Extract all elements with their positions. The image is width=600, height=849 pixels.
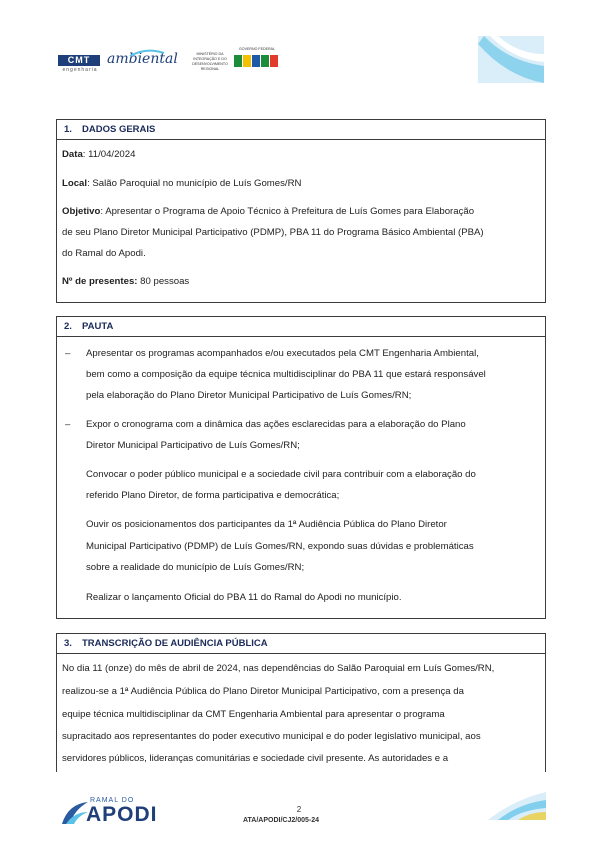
pauta-item-3-line-2: referido Plano Diretor, de forma participativa e democrática;	[86, 490, 340, 501]
local-label: Local	[62, 178, 88, 189]
page-number: 2	[296, 805, 302, 814]
section-heading	[57, 120, 545, 140]
objetivo-line-2: de seu Plano Diretor Municipal Participativo (PDMP), PBA 11 do Programa Básico Ambiental (PBA)	[62, 227, 484, 238]
section-heading	[57, 317, 545, 337]
section-number: 2.	[64, 321, 72, 332]
pauta-item-2-line-2: Diretor Municipal Participativo de Luís Gomes/RN;	[86, 440, 300, 451]
pauta-item-1-line-2: bem como a composição da equipe técnica multidisciplinar do PBA 11 que estará responsável	[86, 369, 486, 380]
pauta-item-3-line-1: Convocar o poder público municipal e a sociedade civil para contribuir com a elaboração do	[86, 469, 476, 480]
pauta-item-1-line-3: pela elaboração do Plano Diretor Municipal Participativo de Luís Gomes/RN;	[86, 390, 412, 401]
presentes-label: Nº de presentes:	[62, 276, 138, 287]
governo-federal-label: GOVERNO FEDERAL	[239, 47, 275, 51]
pauta-item-5-line-1: Realizar o lançamento Oficial do PBA 11 do Ramal do Apodi no município.	[86, 592, 402, 603]
transcricao-line-1: No dia 11 (onze) do mês de abril de 2024, nas dependências do Salão Paroquial em Luís Gomes/RN,	[62, 663, 495, 674]
presentes-line	[62, 273, 189, 290]
pauta-item-4-line-1: Ouvir os posicionamentos dos participantes da 1ª Audiência Pública do Plano Diretor	[86, 519, 447, 530]
pauta-item-2-line-1: Expor o cronograma com a dinâmica das ações esclarecidas para a elaboração do Plano	[86, 419, 466, 430]
ambiental-logo: ambiental	[107, 51, 178, 67]
section-title: DADOS GERAIS	[82, 124, 156, 135]
objetivo-line-3: do Ramal do Apodi.	[62, 248, 146, 259]
document-reference: ATA/APODI/CJ2/005-24	[243, 817, 319, 824]
section-number: 1.	[64, 124, 72, 135]
cmt-logo: CMT	[58, 55, 100, 66]
local-value: : Salão Paroquial no município de Luís Gomes/RN	[87, 178, 302, 189]
bullet-dash: –	[65, 419, 71, 430]
local-line	[62, 175, 301, 192]
bullet-dash: –	[65, 348, 71, 359]
section-title: PAUTA	[82, 321, 114, 332]
apodi-label: APODI	[86, 803, 158, 826]
section-heading	[57, 634, 545, 654]
data-line	[62, 146, 135, 163]
transcricao-line-5: servidores públicos, lideranças comunitárias e sociedade civil presente. As autoridades e a	[62, 753, 449, 764]
section-title: TRANSCRIÇÃO DE AUDIÊNCIA PÚBLICA	[82, 638, 268, 649]
objetivo-label: Objetivo	[62, 206, 101, 217]
cmt-logo-subtitle: engenharia	[62, 67, 98, 73]
transcricao-line-4: supracitado aos representantes do poder executivo municipal e do poder legislativo municipal, aos	[62, 731, 481, 742]
pauta-item-1-line-1: Apresentar os programas acompanhados e/ou executados pela CMT Engenharia Ambiental,	[86, 348, 479, 359]
section-number: 3.	[64, 638, 72, 649]
pauta-item-4-line-2: Municipal Participativo (PDMP) de Luís Gomes/RN, expondo suas dúvidas e problemáticas	[86, 541, 474, 552]
objetivo-line	[62, 203, 474, 220]
corner-decoration-icon	[488, 790, 546, 820]
ambiental-swoosh-icon	[128, 49, 166, 57]
ramal-label: RAMAL DO	[90, 797, 135, 804]
objetivo-text: : Apresentar o Programa de Apoio Técnico à Prefeitura de Luís Gomes para Elaboração	[100, 206, 475, 217]
pauta-item-4-line-3: sobre a realidade do município de Luís Gomes/RN;	[86, 562, 305, 573]
transcricao-line-2: realizou-se a 1ª Audiência Pública do Plano Diretor Municipal Participativo, com a presença da	[62, 686, 464, 697]
ministerio-logo: MINISTÉRIO DA INTEGRAÇÃO E DO DESENVOLVIMENTO REGIONAL	[192, 52, 228, 71]
data-label: Data	[62, 149, 83, 160]
brasil-logo-icon	[232, 50, 282, 74]
transcricao-line-3: equipe técnica multidisciplinar da CMT Engenharia Ambiental para apresentar o programa	[62, 709, 445, 720]
data-value: : 11/04/2024	[82, 149, 136, 160]
presentes-value: 80 pessoas	[137, 276, 190, 287]
corner-decoration-icon	[478, 36, 544, 83]
